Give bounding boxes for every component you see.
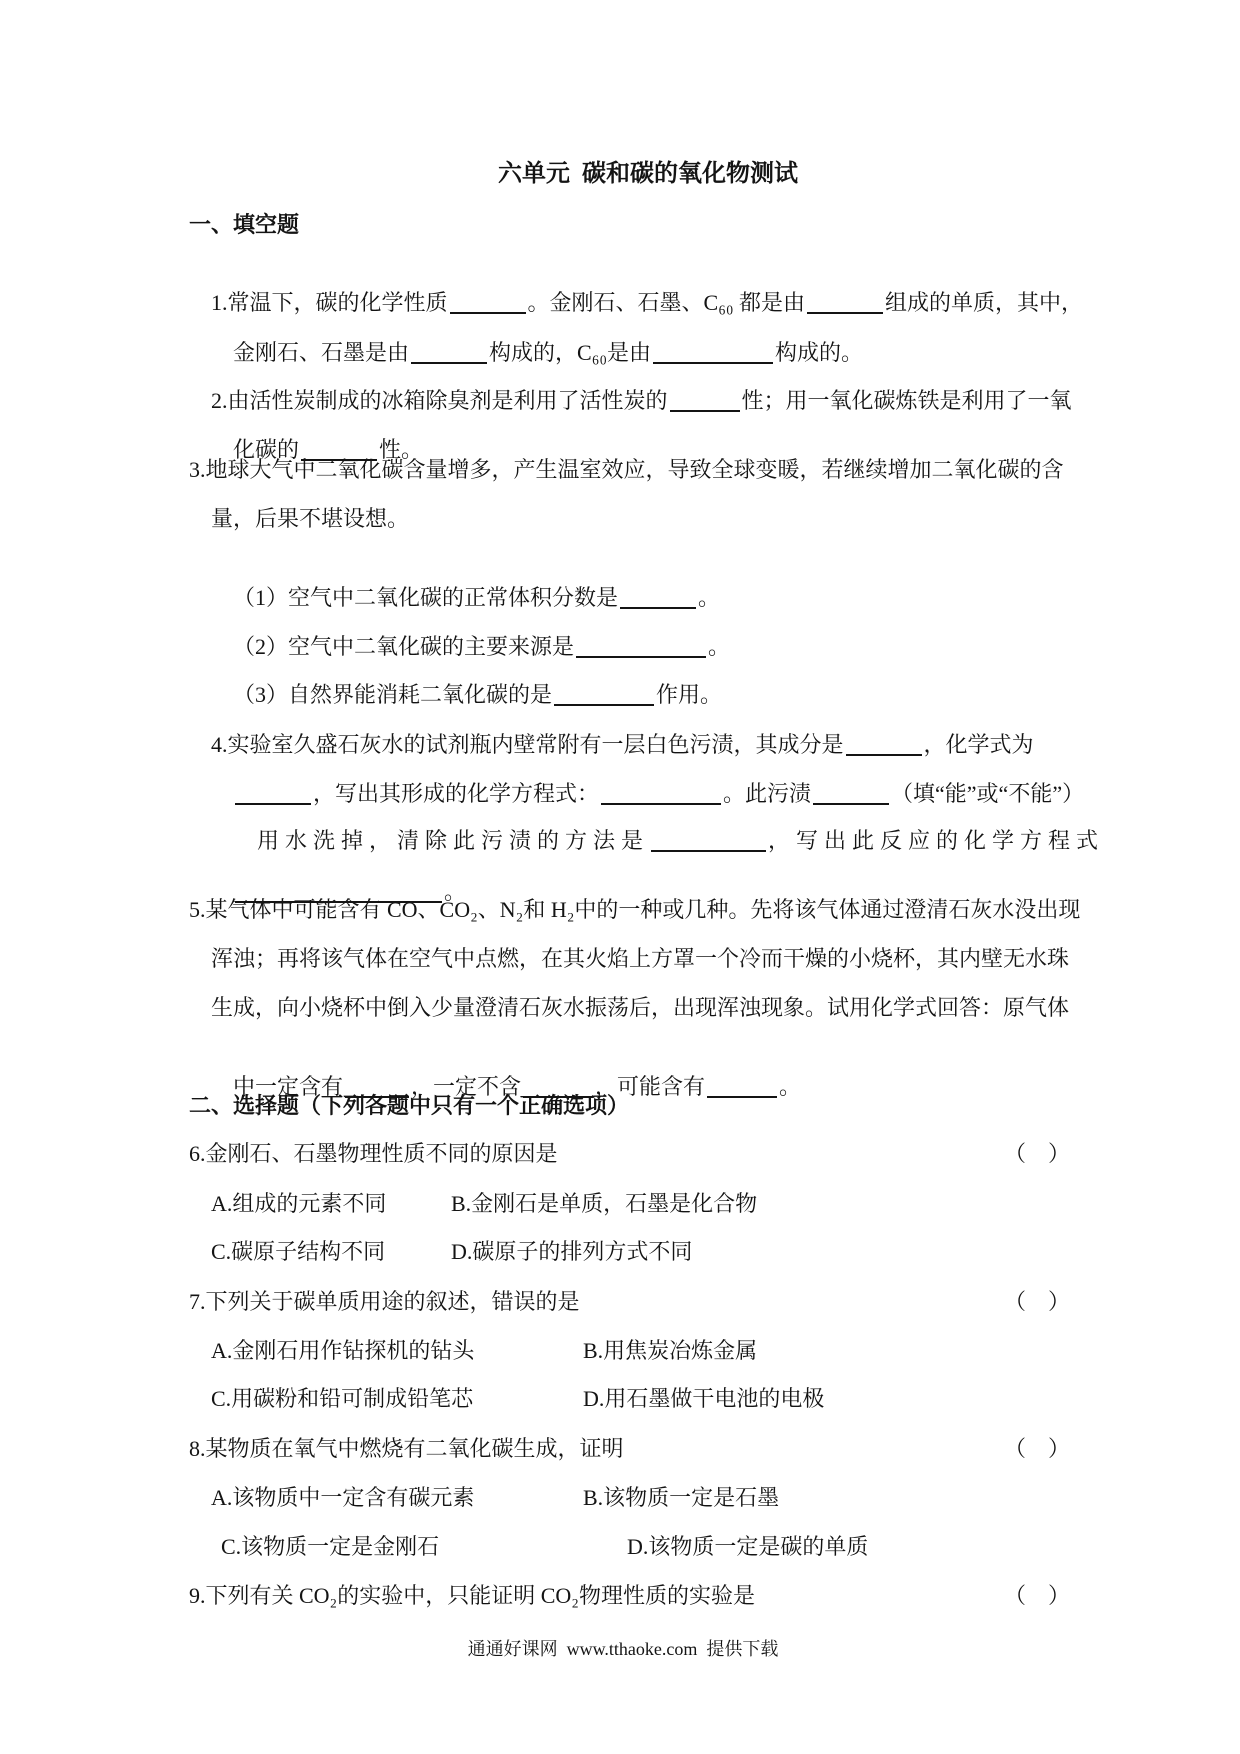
text-segment: 。: [444, 879, 467, 904]
option-c: C.碳原子结构不同: [211, 1239, 386, 1264]
text-segment: ，化学式为: [923, 732, 1034, 757]
answer-blank: [651, 830, 766, 852]
text-segment: 。: [698, 585, 721, 610]
text-segment: 性。: [379, 437, 424, 462]
question-1-line-1: [189, 258, 1084, 315]
text-segment: 化碳的: [233, 437, 300, 462]
page-footer: 通通好课网 www.tthaoke.com 提供下载: [467, 1639, 779, 1659]
text-segment: 性；用一氧化碳炼铁是利用了一氧: [741, 388, 1072, 413]
text-segment: 构成的。: [775, 340, 864, 365]
text-segment: 。此污渍: [723, 781, 812, 806]
question-7-stem: 7.下列关于碳单质用途的叙述，错误的是: [189, 1289, 580, 1314]
question-4-line-3: [211, 796, 1105, 853]
text-segment: 。金刚石、石墨、C₆₀ 都是由: [527, 290, 806, 315]
question-3-line-1: 3.地球大气中二氧化碳含量增多，产生温室效应，导致全球变暖，若继续增加二氧化碳的含: [189, 457, 1064, 482]
option-b: B.用焦炭冶炼金属: [583, 1338, 758, 1363]
option-b: B.金刚石是单质，石墨是化合物: [451, 1191, 758, 1216]
question-4-line-1: [189, 700, 1034, 757]
text-segment: 2.由活性炭制成的冰箱除臭剂是利用了活性炭的: [211, 388, 668, 413]
text-segment: 中一定含有: [233, 1074, 344, 1099]
text-segment: 金刚石、石墨是由: [233, 340, 410, 365]
text-segment: 组成的单质，其中，: [885, 290, 1084, 315]
option-d: D.用石墨做干电池的电极: [583, 1386, 825, 1411]
question-5-line-4: [211, 1042, 802, 1099]
answer-blank: [707, 1076, 777, 1098]
text-segment: （填“能”或“不能”）: [891, 781, 1085, 806]
question-3-sub-1: [211, 553, 721, 610]
question-9-stem: 9.下列有关 CO₂的实验中，只能证明 CO₂物理性质的实验是: [189, 1583, 755, 1608]
option-b: B.该物质一定是石墨: [583, 1485, 780, 1510]
text-segment: ，一定不含: [411, 1074, 522, 1099]
question-2-line-2: [211, 405, 424, 462]
text-segment: ，写出其形成的化学方程式：: [313, 781, 600, 806]
option-c: C.该物质一定是金刚石: [221, 1534, 440, 1559]
option-c: C.用碳粉和铅可制成铅笔芯: [211, 1386, 474, 1411]
option-d: D.该物质一定是碳的单质: [627, 1534, 869, 1559]
answer-blank: [670, 390, 740, 412]
option-d: D.碳原子的排列方式不同: [451, 1239, 693, 1264]
text-segment: 1.常温下，碳的化学性质: [211, 290, 448, 315]
question-4-line-2: [211, 749, 1085, 806]
text-segment: （1）空气中二氧化碳的正常体积分数是: [233, 585, 619, 610]
answer-parentheses: （ ）: [1004, 1141, 1071, 1166]
text-segment: 构成的，C₆₀是由: [489, 340, 652, 365]
page-title: 六单元 碳和碳的氧化物测试: [498, 161, 798, 187]
question-1-line-2: [211, 308, 864, 365]
section-heading-fill-in: 一、填空题: [189, 212, 300, 237]
question-5-line-1: 5.某气体中可能含有 CO、CO₂、N₂和 H₂中的一种或几种。先将该气体通过澄清石灰水没出现: [189, 897, 1081, 922]
answer-parentheses: （ ）: [1004, 1583, 1071, 1608]
question-3-line-2: 量，后果不堪设想。: [211, 506, 410, 531]
text-segment: 。: [779, 1074, 802, 1099]
question-3-sub-3: [211, 650, 723, 707]
question-4-line-4: [211, 847, 467, 904]
text-segment: 4.实验室久盛石灰水的试剂瓶内壁常附有一层白色污渍，其成分是: [211, 732, 844, 757]
answer-parentheses: （ ）: [1004, 1289, 1071, 1314]
text-segment: 。: [708, 634, 731, 659]
question-2-line-1: [189, 356, 1072, 413]
answer-parentheses: （ ）: [1004, 1436, 1071, 1461]
option-a: A.该物质中一定含有碳元素: [211, 1485, 475, 1510]
question-5-line-2: 浑浊；再将该气体在空气中点燃，在其火焰上方罩一个冷而干燥的小烧杯，其内壁无水珠: [211, 946, 1070, 971]
option-a: A.金刚石用作钻探机的钻头: [211, 1338, 475, 1363]
text-segment: ，可能含有: [595, 1074, 706, 1099]
text-segment: （2）空气中二氧化碳的主要来源是: [233, 634, 575, 659]
question-3-sub-2: [211, 602, 731, 659]
section-heading-multiple-choice: 二、选择题（下列各题中只有一个正确选项）: [189, 1093, 630, 1118]
question-5-line-3: 生成，向小烧杯中倒入少量澄清石灰水振荡后，出现浑浊现象。试用化学式回答：原气体: [211, 995, 1070, 1020]
question-6-stem: 6.金刚石、石墨物理性质不同的原因是: [189, 1141, 558, 1166]
question-8-stem: 8.某物质在氧气中燃烧有二氧化碳生成，证明: [189, 1436, 624, 1461]
text-segment: 用水洗掉，清除此污渍的方法是: [257, 828, 650, 853]
text-segment: ，写出此反应的化学方程式: [768, 828, 1105, 853]
option-a: A.组成的元素不同: [211, 1191, 387, 1216]
text-segment: 作用。: [656, 682, 723, 707]
text-segment: （3）自然界能消耗二氧化碳的是: [233, 682, 553, 707]
